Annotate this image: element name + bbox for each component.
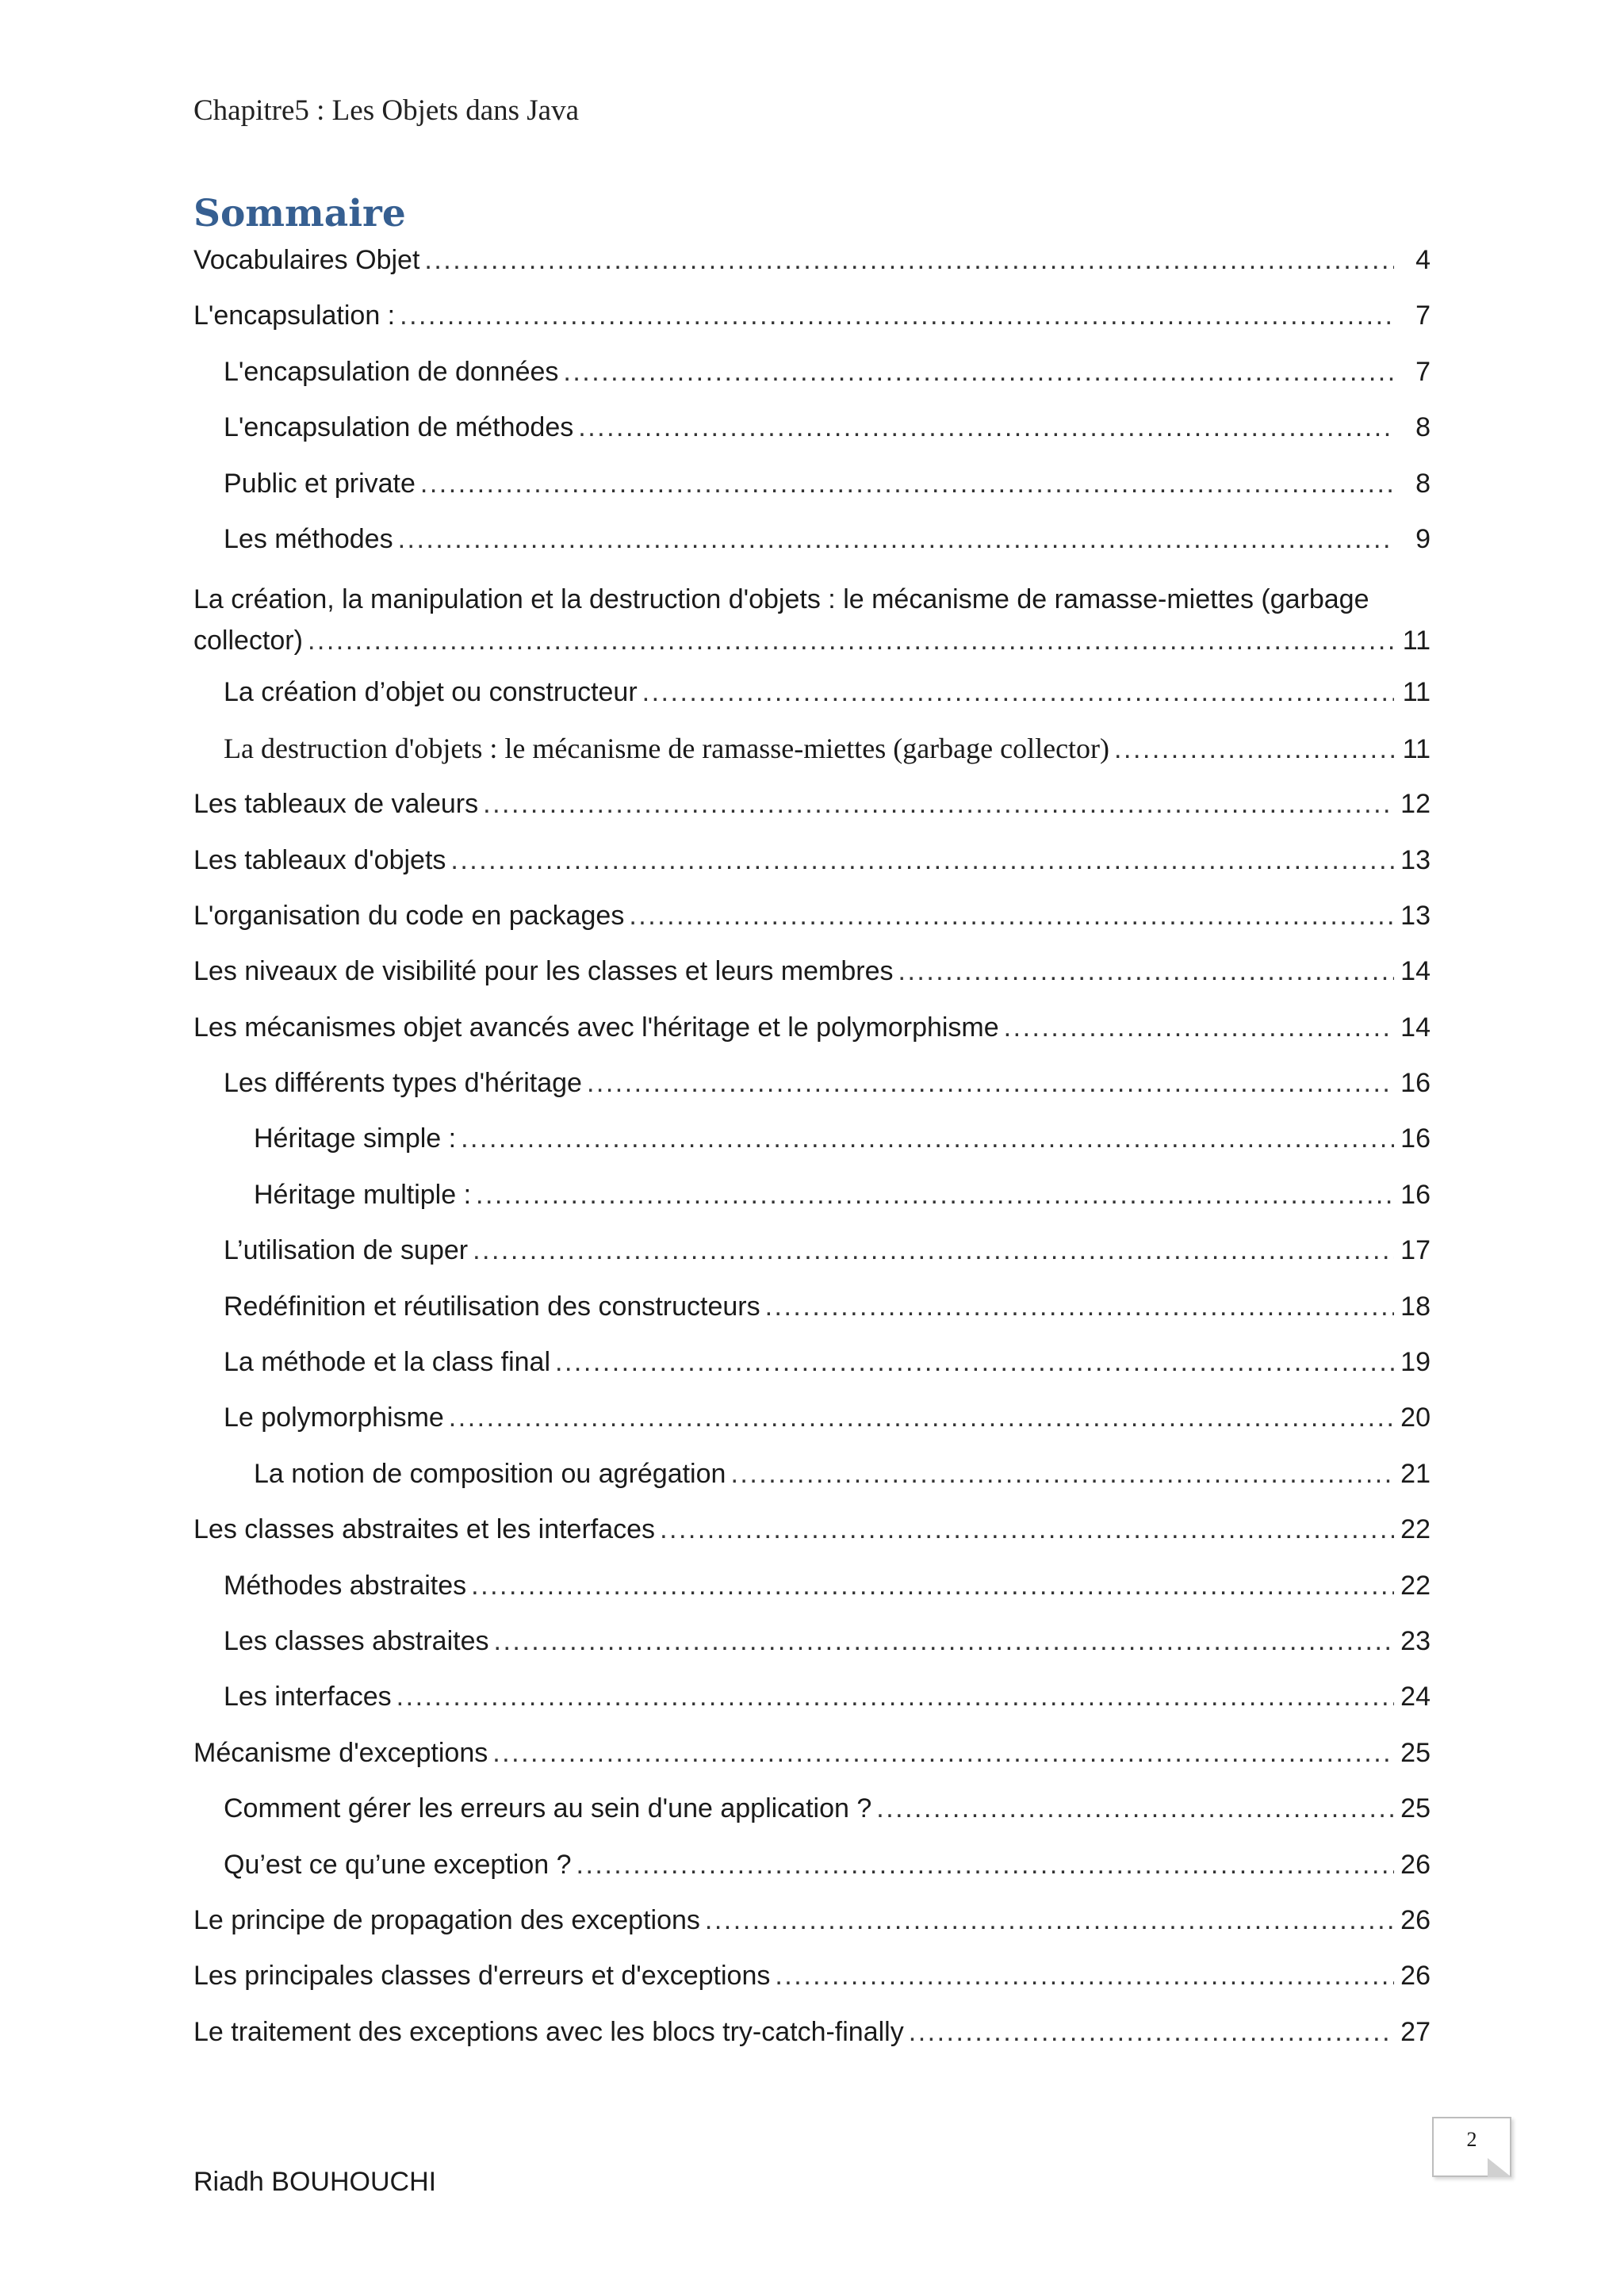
toc-entry[interactable] bbox=[193, 1179, 1431, 1234]
toc-entry[interactable] bbox=[193, 2016, 1431, 2072]
toc-leader bbox=[308, 620, 1394, 661]
toc-leader bbox=[775, 1960, 1394, 1992]
toc-leader bbox=[642, 676, 1394, 708]
page-number: 2 bbox=[1466, 2128, 1477, 2151]
toc-entry[interactable] bbox=[193, 1960, 1431, 2015]
toc-entry-page: 12 bbox=[1400, 789, 1431, 820]
toc-leader bbox=[765, 1291, 1394, 1322]
toc-leader bbox=[576, 1849, 1394, 1881]
toc-leader bbox=[473, 1234, 1394, 1266]
toc-leader bbox=[705, 1904, 1394, 1936]
toc-leader bbox=[396, 1681, 1394, 1712]
toc-entry-page: 13 bbox=[1400, 900, 1431, 931]
toc-leader bbox=[449, 1402, 1394, 1433]
toc-leader bbox=[587, 1067, 1394, 1099]
toc-entry[interactable] bbox=[193, 1234, 1431, 1290]
toc-leader bbox=[578, 411, 1394, 443]
toc-entry-title-continued: collector) bbox=[193, 626, 303, 656]
toc-leader bbox=[1114, 733, 1394, 765]
toc-entry-title: Le traitement des exceptions avec les blocs try-catch-finally bbox=[193, 2016, 904, 2047]
toc-entry-title: La destruction d'objets : le mécanisme de ramasse-miettes (garbage collector) bbox=[224, 732, 1110, 764]
toc-entry[interactable] bbox=[193, 1346, 1431, 1402]
toc-entry-title: Qu’est ce qu’une exception ? bbox=[224, 1849, 572, 1880]
toc-entry[interactable] bbox=[193, 300, 1431, 355]
toc-entry-page: 16 bbox=[1400, 1068, 1431, 1099]
toc-entry-title: Les différents types d'héritage bbox=[224, 1068, 582, 1099]
toc-entry[interactable] bbox=[193, 1849, 1431, 1904]
toc-entry-title: Redéfinition et réutilisation des constructeurs bbox=[224, 1291, 760, 1322]
toc-entry-page: 25 bbox=[1400, 1793, 1431, 1824]
toc-entry-title: La création d’objet ou constructeur bbox=[224, 677, 638, 708]
toc-entry[interactable] bbox=[193, 523, 1431, 579]
toc-entry-page: 7 bbox=[1415, 300, 1431, 331]
toc-entry-page: 9 bbox=[1415, 523, 1431, 554]
toc-entry[interactable] bbox=[193, 1570, 1431, 1625]
toc-entry-page: 13 bbox=[1400, 844, 1431, 875]
toc-entry[interactable] bbox=[193, 1904, 1431, 1960]
toc-entry-page: 7 bbox=[1415, 356, 1431, 387]
toc-entry-page: 27 bbox=[1400, 2016, 1431, 2047]
toc-entry[interactable] bbox=[193, 1625, 1431, 1681]
toc-leader bbox=[1004, 1012, 1394, 1043]
toc-entry-title: Le principe de propagation des exceptions bbox=[193, 1904, 700, 1935]
toc-heading: Sommaire bbox=[193, 192, 406, 235]
toc-entry[interactable] bbox=[193, 1793, 1431, 1848]
toc-entry-title: Mécanisme d'exceptions bbox=[193, 1737, 488, 1768]
chapter-header: Chapitre5 : Les Objets dans Java bbox=[193, 94, 580, 127]
toc-leader bbox=[450, 844, 1394, 876]
toc-entry-title: L'encapsulation de méthodes bbox=[224, 412, 574, 443]
toc-entry-title: Les méthodes bbox=[224, 523, 393, 554]
toc-entry-title: La notion de composition ou agrégation bbox=[254, 1458, 726, 1489]
toc-entry[interactable] bbox=[193, 1067, 1431, 1123]
toc-entry-page: 26 bbox=[1400, 1961, 1431, 1992]
toc-leader bbox=[420, 468, 1394, 499]
toc-entry[interactable] bbox=[193, 1402, 1431, 1457]
page-number-box bbox=[1432, 2117, 1511, 2177]
toc-entry-title: Comment gérer les erreurs au sein d'une application ? bbox=[224, 1793, 872, 1824]
toc-leader bbox=[660, 1513, 1394, 1545]
toc-entry-title: Les interfaces bbox=[224, 1682, 392, 1712]
toc-entry-page: 18 bbox=[1400, 1291, 1431, 1322]
toc-entry[interactable] bbox=[193, 579, 1431, 676]
toc-entry-page: 26 bbox=[1400, 1849, 1431, 1880]
toc-entry[interactable] bbox=[193, 1012, 1431, 1067]
toc-entry-page: 21 bbox=[1400, 1458, 1431, 1489]
toc-entry-title: Héritage multiple : bbox=[254, 1179, 472, 1210]
toc-entry-title: Les mécanismes objet avancés avec l'héritage et le polymorphisme bbox=[193, 1012, 999, 1043]
toc-leader bbox=[555, 1346, 1394, 1378]
toc-entry[interactable] bbox=[193, 356, 1431, 411]
toc-leader bbox=[398, 523, 1394, 555]
toc-entry[interactable] bbox=[193, 788, 1431, 844]
toc-entry[interactable] bbox=[193, 1458, 1431, 1513]
toc-entry[interactable] bbox=[193, 1291, 1431, 1346]
toc-entry-page: 22 bbox=[1400, 1570, 1431, 1601]
toc-entry[interactable] bbox=[193, 244, 1431, 300]
toc-entry-page: 24 bbox=[1400, 1682, 1431, 1712]
toc-entry-page: 16 bbox=[1400, 1179, 1431, 1210]
toc-leader bbox=[730, 1458, 1394, 1490]
toc-entry[interactable] bbox=[193, 1513, 1431, 1569]
toc-leader bbox=[476, 1179, 1394, 1211]
toc-entry[interactable] bbox=[193, 844, 1431, 900]
toc-entry-page: 11 bbox=[1402, 626, 1431, 656]
toc-leader bbox=[461, 1123, 1394, 1154]
toc-entry-title: Vocabulaires Objet bbox=[193, 245, 420, 275]
toc-entry-title: Le polymorphisme bbox=[224, 1402, 444, 1433]
toc-entry-title: Les tableaux d'objets bbox=[193, 844, 446, 875]
toc-entry-title: Les principales classes d'erreurs et d'exceptions bbox=[193, 1961, 771, 1992]
page-fold-icon bbox=[1488, 2158, 1511, 2177]
toc-entry-page: 11 bbox=[1402, 677, 1431, 708]
toc-leader bbox=[471, 1570, 1394, 1601]
toc-entry-page: 4 bbox=[1415, 245, 1431, 275]
toc-entry-page: 25 bbox=[1400, 1737, 1431, 1768]
toc-leader bbox=[909, 2016, 1394, 2048]
toc-entry[interactable] bbox=[193, 411, 1431, 467]
toc-entry-title: Méthodes abstraites bbox=[224, 1570, 467, 1601]
toc-entry-page: 23 bbox=[1400, 1625, 1431, 1656]
toc-entry-title: Héritage simple : bbox=[254, 1123, 457, 1154]
toc-entry-title: Les classes abstraites bbox=[224, 1625, 489, 1656]
toc-leader bbox=[629, 900, 1394, 932]
toc-entry-title: Les tableaux de valeurs bbox=[193, 789, 479, 820]
toc-entry[interactable] bbox=[193, 733, 1431, 788]
toc-entry-page: 19 bbox=[1400, 1347, 1431, 1378]
table-of-contents bbox=[193, 244, 1431, 2072]
toc-entry-title: Public et private bbox=[224, 468, 416, 499]
toc-leader bbox=[492, 1737, 1394, 1769]
toc-entry-page: 8 bbox=[1415, 412, 1431, 443]
toc-entry-page: 20 bbox=[1400, 1402, 1431, 1433]
toc-leader bbox=[483, 788, 1394, 820]
toc-entry-title: L'encapsulation de données bbox=[224, 356, 559, 387]
toc-entry[interactable] bbox=[193, 955, 1431, 1011]
toc-entry-page: 14 bbox=[1400, 1012, 1431, 1043]
toc-entry-title: La méthode et la class final bbox=[224, 1347, 551, 1378]
toc-entry-title: Les niveaux de visibilité pour les classes et leurs membres bbox=[193, 956, 894, 987]
toc-entry[interactable] bbox=[193, 468, 1431, 523]
toc-entry-page: 17 bbox=[1400, 1235, 1431, 1266]
toc-entry-title: L'encapsulation : bbox=[193, 300, 396, 331]
toc-leader bbox=[898, 955, 1394, 987]
toc-entry[interactable] bbox=[193, 1681, 1431, 1736]
toc-leader bbox=[494, 1625, 1395, 1657]
toc-entry-title: L'organisation du code en packages bbox=[193, 900, 625, 931]
toc-entry-page: 8 bbox=[1415, 468, 1431, 499]
toc-entry[interactable] bbox=[193, 900, 1431, 955]
toc-leader bbox=[563, 356, 1394, 388]
toc-entry-page: 22 bbox=[1400, 1514, 1431, 1545]
toc-entry-page: 11 bbox=[1402, 733, 1431, 764]
toc-entry[interactable] bbox=[193, 1123, 1431, 1178]
toc-entry[interactable] bbox=[193, 676, 1431, 732]
toc-leader bbox=[876, 1793, 1394, 1824]
toc-entry[interactable] bbox=[193, 1737, 1431, 1793]
toc-entry-title: L’utilisation de super bbox=[224, 1235, 469, 1266]
toc-leader bbox=[400, 300, 1394, 331]
toc-entry-title: Les classes abstraites et les interfaces bbox=[193, 1514, 656, 1545]
toc-entry-page: 14 bbox=[1400, 956, 1431, 987]
toc-leader bbox=[424, 244, 1394, 276]
toc-entry-page: 16 bbox=[1400, 1123, 1431, 1154]
footer-author: Riadh BOUHOUCHI bbox=[193, 2167, 437, 2197]
toc-entry-page: 26 bbox=[1400, 1904, 1431, 1935]
toc-entry-title: La création, la manipulation et la destruction d'objets : le mécanisme de ramasse-miettes (garbage bbox=[193, 584, 1369, 615]
